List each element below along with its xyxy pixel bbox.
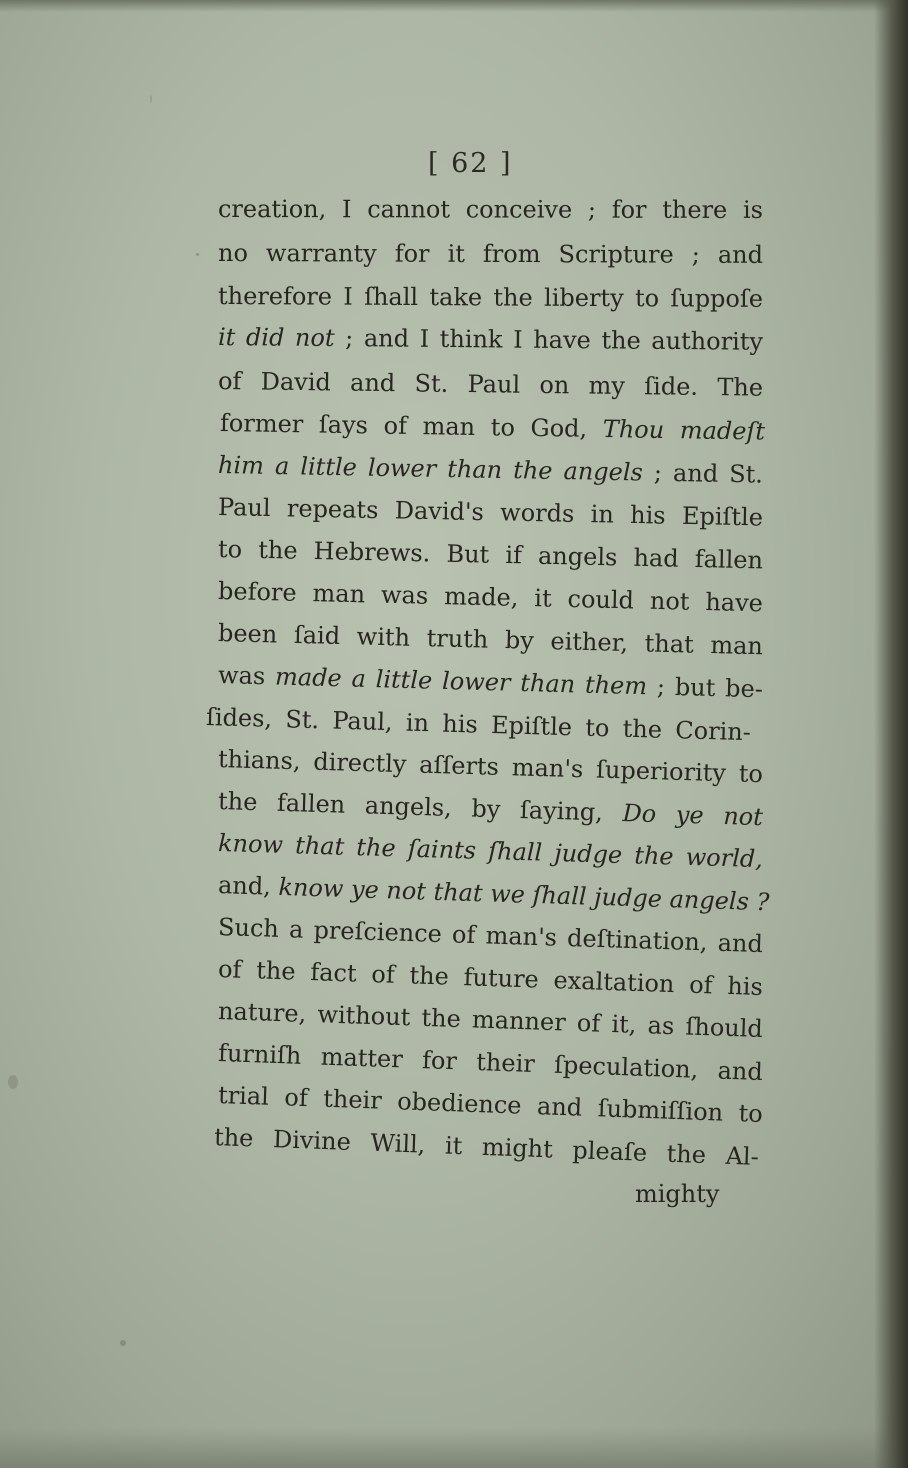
- text-run: was: [217, 661, 276, 691]
- text-run: of David and St. Paul on my ſide. The: [217, 367, 764, 402]
- text-line: [218, 451, 764, 495]
- text-line: [218, 745, 764, 794]
- italic-text-run: it did not: [217, 323, 335, 353]
- text-run: former ſays of man to God,: [219, 409, 604, 444]
- text-line: [217, 787, 763, 837]
- text-line: [218, 195, 763, 230]
- text-line: [218, 493, 764, 537]
- text-run: creation, I cannot conceive ; for there is: [217, 195, 764, 224]
- text-line: [218, 323, 763, 362]
- italic-text-run: Thou madeſt: [602, 415, 766, 446]
- text-run: nature, without the manner of it, as ſhould: [217, 997, 764, 1044]
- catchword: mighty: [635, 1180, 720, 1208]
- text-run: to the Hebrews. But if angels had fallen: [217, 535, 764, 575]
- page-bottom-shading: [0, 1428, 908, 1468]
- text-line: [218, 367, 763, 408]
- italic-text-run: him a little lower than the angels: [217, 451, 644, 487]
- text-line: [218, 239, 763, 275]
- text-line: [206, 703, 752, 752]
- text-run: ſides, St. Paul, in his Epiſtle to the Corin-: [205, 703, 752, 747]
- text-run: ; but be-: [646, 672, 764, 704]
- text-line: [218, 577, 764, 623]
- text-line: [217, 829, 763, 879]
- italic-text-run: made a little lower than them: [274, 662, 648, 701]
- text-run: before man was made, it could not have: [217, 577, 764, 618]
- text-run: Paul repeats David's words in his Epiſtle: [217, 493, 764, 532]
- text-run: furniſh matter for their ſpeculation, and: [217, 1039, 764, 1087]
- book-spine-shadow: [874, 0, 908, 1468]
- text-line: [220, 409, 765, 452]
- text-run: Such a preſcience of man's deſtination, and: [217, 913, 764, 959]
- text-run: ; and St.: [642, 458, 764, 489]
- text-run: the Divine Will, it might pleaſe the Al-: [213, 1123, 760, 1171]
- paper-speck: [150, 95, 152, 103]
- italic-text-run: know that the ſaints ſhall judge the world,: [217, 829, 764, 874]
- text-run: ; and I think I have the authority: [334, 324, 764, 356]
- text-run: no warranty for it from Scripture ; and: [217, 239, 764, 269]
- italic-text-run: Do ye not: [622, 799, 764, 832]
- text-run: of the fact of the future exaltation of his: [217, 955, 764, 1002]
- text-run: the fallen angels, by ſaying,: [217, 787, 623, 827]
- text-line: [218, 619, 764, 666]
- text-run: thians, directly aſſerts man's ſuperiority to: [217, 745, 764, 789]
- text-line: [218, 282, 763, 319]
- text-run: trial of their obedience and ſubmiſſion to: [217, 1081, 764, 1129]
- text-line: [213, 1123, 759, 1177]
- text-line: [217, 913, 763, 964]
- text-run: therefore I ſhall take the liberty to ſuppoſe: [217, 282, 764, 313]
- paper-speck: [120, 1340, 126, 1346]
- text-line: [218, 535, 764, 580]
- text-run: been ſaid with truth by either, that man: [217, 619, 764, 661]
- paper-speck: [8, 1075, 18, 1089]
- text-line: [218, 661, 764, 709]
- text-line: [217, 871, 770, 922]
- text-run: and,: [217, 871, 279, 901]
- page-number: [ 62 ]: [428, 148, 513, 179]
- paper-speck: [196, 253, 199, 256]
- italic-text-run: know ye not that we ſhall judge angels ?: [278, 872, 770, 917]
